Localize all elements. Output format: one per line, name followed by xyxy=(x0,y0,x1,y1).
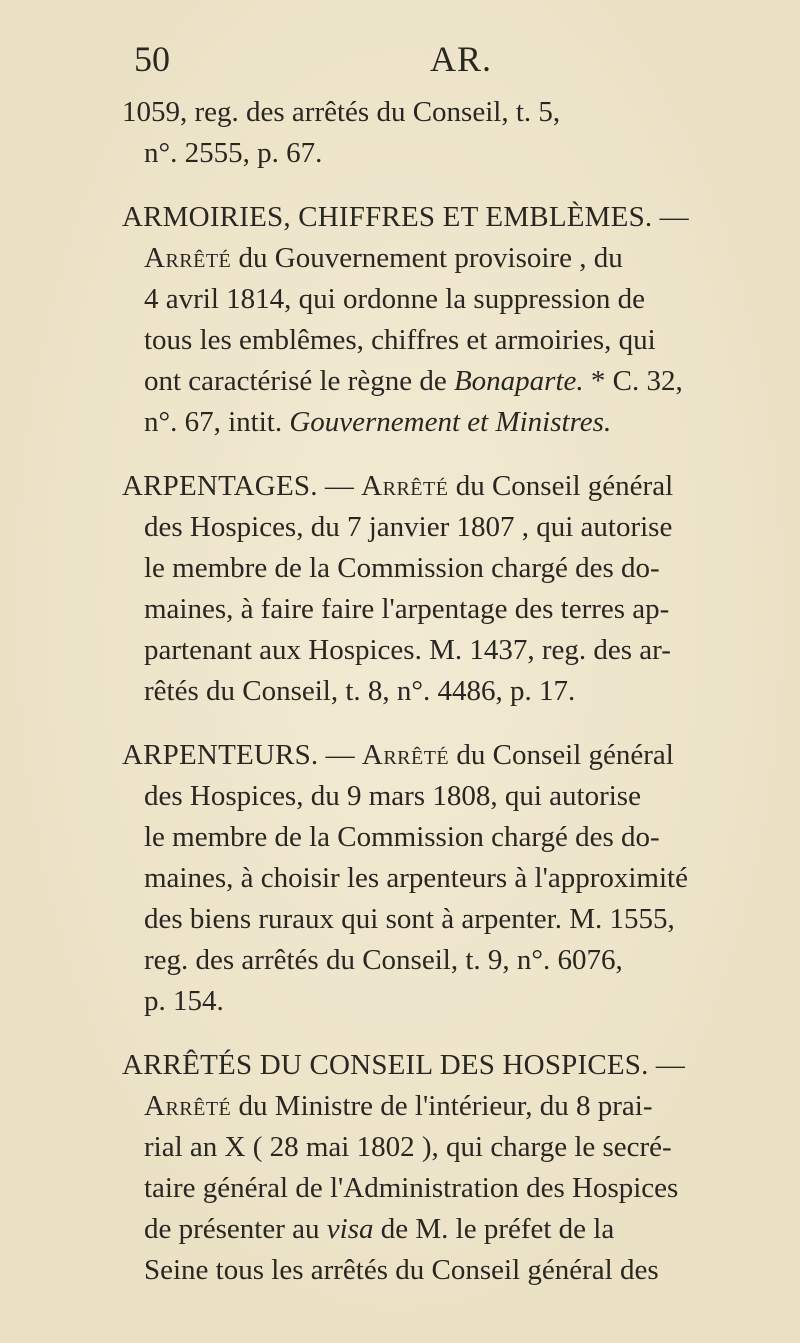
page-header xyxy=(134,38,774,82)
page-number: 50 xyxy=(134,39,170,79)
entry-arpenteurs xyxy=(122,735,772,1022)
text-line: maines, à choisir les arpenteurs à l'approximité xyxy=(144,862,688,894)
entry-headword: ARMOIRIES, CHIFFRES ET EMBLÈMES. xyxy=(122,201,653,233)
entry-armoiries xyxy=(122,197,772,443)
text-line: 4 avril 1814, qui ordonne la suppression de xyxy=(144,283,645,315)
entry-headword: ARPENTAGES. xyxy=(122,470,318,502)
text-line: le membre de la Commission chargé des do- xyxy=(144,552,660,584)
text-line: ARRÊTÉS DU CONSEIL DES HOSPICES. — xyxy=(122,1049,685,1081)
entry-arpentages xyxy=(122,466,772,712)
text-line: n°. 67, intit. Gouvernement et Ministres. xyxy=(144,406,612,438)
text-line: reg. des arrêtés du Conseil, t. 9, n°. 6076, xyxy=(144,944,623,976)
text-line: p. 154. xyxy=(144,985,224,1017)
text-line: partenant aux Hospices. M. 1437, reg. des ar- xyxy=(144,634,671,666)
text-body xyxy=(122,92,772,1314)
entry-headword: ARPENTEURS. xyxy=(122,739,319,771)
running-head: AR. xyxy=(430,39,493,79)
entry-continuation xyxy=(122,92,772,174)
text-line: Arrêté du Gouvernement provisoire , du xyxy=(144,242,623,274)
text-line: tous les emblêmes, chiffres et armoiries, qui xyxy=(144,324,656,356)
text-line: Seine tous les arrêtés du Conseil général des xyxy=(144,1254,659,1286)
text-line: ont caractérisé le règne de Bonaparte. * C. 32, xyxy=(144,365,683,397)
entry-arretes xyxy=(122,1045,772,1291)
text-line: rial an X ( 28 mai 1802 ), qui charge le secré- xyxy=(144,1131,672,1163)
text-line: ARMOIRIES, CHIFFRES ET EMBLÈMES. — xyxy=(122,201,689,233)
text-line: des biens ruraux qui sont à arpenter. M. 1555, xyxy=(144,903,675,935)
text-line: n°. 2555, p. 67. xyxy=(144,137,323,169)
text-line: de présenter au visa de M. le préfet de la xyxy=(144,1213,615,1245)
text-line: des Hospices, du 7 janvier 1807 , qui autorise xyxy=(144,511,673,543)
text-line: 1059, reg. des arrêtés du Conseil, t. 5, xyxy=(122,96,561,128)
text-line: ARPENTAGES. — Arrêté du Conseil général xyxy=(122,470,674,502)
text-line: rêtés du Conseil, t. 8, n°. 4486, p. 17. xyxy=(144,675,576,707)
text-line: ARPENTEURS. — Arrêté du Conseil général xyxy=(122,739,674,771)
entry-headword: ARRÊTÉS DU CONSEIL DES HOSPICES. xyxy=(122,1049,649,1081)
text-line: des Hospices, du 9 mars 1808, qui autorise xyxy=(144,780,641,812)
text-line: taire général de l'Administration des Hospices xyxy=(144,1172,679,1204)
text-line: Arrêté du Ministre de l'intérieur, du 8 prai- xyxy=(144,1090,653,1122)
text-line: maines, à faire faire l'arpentage des terres ap- xyxy=(144,593,670,625)
text-line: le membre de la Commission chargé des do- xyxy=(144,821,660,853)
